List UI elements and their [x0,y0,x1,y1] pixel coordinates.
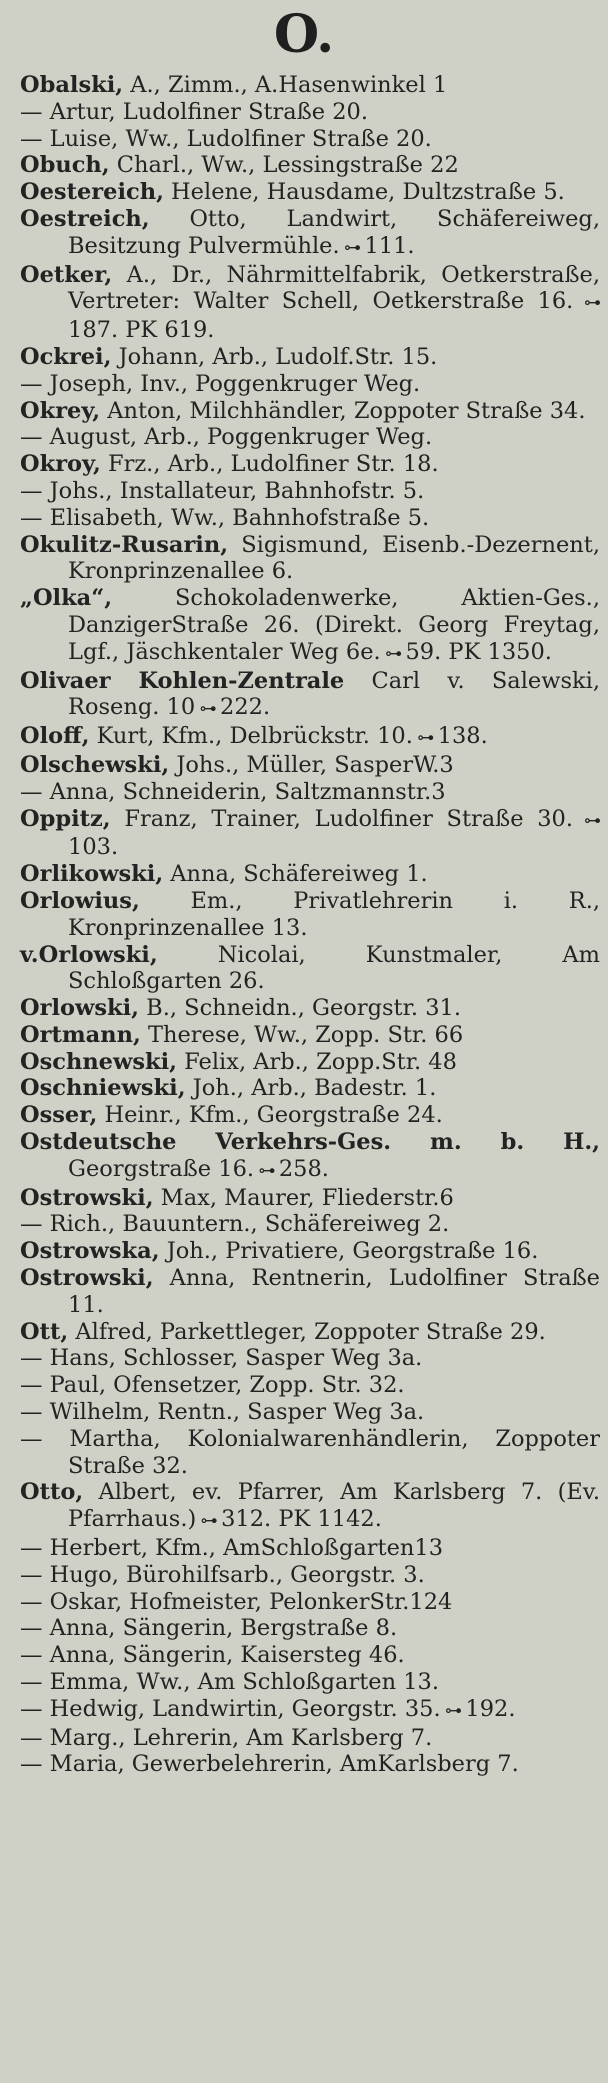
directory-entry [0,723,600,752]
entry-name: Oloff, [20,723,90,750]
directory-entry [0,861,600,888]
directory-entry [0,505,600,532]
directory-entry [0,888,600,942]
directory-entry [0,1426,600,1480]
directory-entry [0,478,600,505]
section-letter-heading: O. [273,4,335,65]
entry-name: Oschniewski, [20,1075,186,1102]
entry-details: — Wilhelm, Rentn., Sasper Weg 3a. [20,1399,425,1426]
entry-details: Joh., Arb., Badestr. 1. [185,1075,437,1102]
entry-details: — Luise, Ww., Ludolfiner Straße 20. [20,125,432,152]
entry-details: — Marg., Lehrerin, Am Karlsberg 7. [20,1724,433,1751]
directory-entry [0,1075,600,1102]
entry-name: Ortmann, [20,1021,141,1048]
entry-details: — Oskar, Hofmeister, PelonkerStr.124 [20,1588,453,1615]
directory-entry [0,152,600,179]
entry-details: — Maria, Gewerbelehrerin, AmKarlsberg 7. [20,1751,519,1778]
telephone-icon: ⊶ [196,1511,222,1532]
entry-details: — Anna, Sängerin, Kaisersteg 46. [20,1642,405,1669]
entry-name: Ostrowski, [20,1265,154,1292]
entry-name: Oestreich, [20,205,150,232]
entry-details: Johs., Müller, SasperW.3 [169,751,454,778]
directory-entry [0,585,600,667]
directory-entry [0,1589,600,1616]
directory-entry [0,398,600,425]
directory-entry [0,179,600,206]
directory-entry [0,371,600,398]
entry-name: Ostrowska, [20,1238,160,1265]
entry-details: Georgstraße 16. [68,1155,255,1182]
entry-name: Oppitz, [20,805,111,832]
entry-details: Therese, Ww., Zopp. Str. 66 [140,1021,464,1048]
telephone-icon: ⊶ [254,1160,279,1181]
entry-name: Orlowius, [20,887,140,914]
postal-account: PK 619. [118,317,215,344]
directory-entry [0,532,600,586]
telephone-number: 192. [465,1695,516,1722]
entry-details: Helene, Hausdame, Dultzstraße 5. [163,179,565,206]
entry-name: Ostrowski, [20,1184,154,1211]
telephone-icon: ⊶ [195,699,220,720]
telephone-number: 138. [437,723,488,750]
entry-name: Osser, [20,1102,98,1129]
entry-details: Franz, Trainer, Ludolfiner Straße 30. [110,805,574,832]
directory-entry [0,779,600,806]
entry-details: Max, Maurer, Fliederstr.6 [153,1184,454,1211]
telephone-icon: ⊶ [573,293,601,314]
directory-entry [0,1238,600,1265]
entry-name: Obalski, [20,72,124,98]
directory-entry [0,206,600,262]
entry-details: Otto, Landwirt, Schäfereiweg, Besitzung Pulvermühle. [68,205,600,259]
directory-entry [0,995,600,1022]
entry-name: Olschewski, [20,751,170,778]
entry-details: Em., Privatlehrerin i. R., Kronprinzenallee 13. [68,887,600,941]
entry-name: Ostdeutsche Verkehrs-Ges. m. b. H., [20,1129,600,1156]
telephone-number: 59. [405,638,442,665]
entry-details: B., Schneidn., Georgstr. 31. [139,995,461,1022]
telephone-number: 258. [278,1155,329,1182]
entry-name: Orlowski, [20,995,140,1022]
directory-entry [0,262,600,344]
directory-entry [0,1345,600,1372]
telephone-number: 111. [364,232,415,259]
entry-details: Schokoladenwerke, Aktien-Ges., DanzigerStraße 26. (Direkt. Georg Freytag, Lgf., Jäschkentaler Weg 6e. [68,585,600,665]
directory-entry [0,942,600,996]
entry-name: Ott, [20,1318,69,1345]
entry-details: — Hedwig, Landwirtin, Georgstr. 35. [20,1695,441,1722]
directory-entry [0,1265,600,1319]
entry-name: Oestereich, [20,179,164,206]
entry-name: v.Orlowski, [20,941,158,968]
telephone-number: 312. [221,1506,272,1533]
directory-entry [0,668,600,724]
directory-entry [0,1562,600,1589]
entry-name: Okroy, [20,451,101,478]
entry-details: Sigismund, Eisenb.-Dezernent, Kronprinzenallee 6. [68,531,600,585]
directory-entry [0,126,600,153]
entry-details: A., Zimm., A.Hasenwinkel 1 [123,72,448,98]
directory-entry [0,1129,600,1185]
directory-entry [0,1615,600,1642]
entry-name: Okrey, [20,397,101,424]
entry-details: — Rich., Bauuntern., Schäfereiweg 2. [20,1211,450,1238]
entry-details: A., Dr., Nährmittelfabrik, Oetkerstraße, Vertreter: Walter Schell, Oetkerstraße 16. [68,261,600,315]
telephone-icon: ⊶ [573,810,601,831]
telephone-number: 222. [220,694,271,721]
directory-entry [0,1725,600,1752]
entry-details: — Paul, Ofensetzer, Zopp. Str. 32. [20,1372,405,1399]
directory-entry [0,1049,600,1076]
entry-details: Anton, Milchhändler, Zoppoter Straße 34. [100,397,586,424]
entry-name: Oschnewski, [20,1048,178,1075]
entry-details: — Anna, Schneiderin, Saltzmannstr.3 [20,778,446,805]
directory-entry [0,1022,600,1049]
entry-name: Oetker, [20,261,113,288]
telephone-icon: ⊶ [412,728,438,749]
entry-details: — Hugo, Bürohilfsarb., Georgstr. 3. [20,1561,425,1588]
directory-entry [0,806,600,862]
directory-entry [0,1535,600,1562]
directory-entry [0,72,600,99]
entry-details: Nicolai, Kunstmaler, Am Schloßgarten 26. [68,941,600,995]
directory-entry [0,99,600,126]
entry-name: „Olka“, [20,585,113,612]
entry-details: Alfred, Parkettleger, Zoppoter Straße 29. [68,1318,546,1345]
postal-account: PK 1350. [441,638,552,665]
telephone-icon: ⊶ [380,643,406,664]
entry-details: — Martha, Kolonialwarenhändlerin, Zoppoter Straße 32. [20,1425,600,1479]
entry-details: — Artur, Ludolfiner Straße 20. [20,98,368,125]
entry-details: — Herbert, Kfm., AmSchloßgarten13 [20,1535,444,1562]
directory-entry [0,451,600,478]
entry-details: Carl v. Salewski, Roseng. 10 [68,667,601,721]
entry-details: — August, Arb., Poggenkruger Weg. [20,424,433,451]
directory-entry [0,1751,600,1778]
directory-entry [0,1669,600,1696]
entry-details: — Emma, Ww., Am Schloßgarten 13. [20,1669,440,1696]
entry-details: Kurt, Kfm., Delbrückstr. 10. [89,723,413,750]
entry-details: — Johs., Installateur, Bahnhofstr. 5. [20,477,425,504]
directory-entry [0,1319,600,1346]
directory-entries [0,72,600,1778]
directory-entry [0,752,600,779]
directory-entry [0,1696,600,1725]
entry-name: Okulitz-Rusarin, [20,531,229,558]
telephone-number: 103. [68,834,119,861]
entry-details: Charl., Ww., Lessingstraße 22 [109,152,459,179]
directory-entry [0,1372,600,1399]
entry-name: Orlikowski, [20,861,164,888]
entry-details: Anna, Schäfereiweg 1. [163,861,428,888]
directory-entry [0,1399,600,1426]
entry-details: — Anna, Sängerin, Bergstraße 8. [20,1615,398,1642]
directory-entry [0,1102,600,1129]
directory-entry [0,424,600,451]
entry-name: Olivaer Kohlen-Zentrale [20,667,345,694]
directory-entry [0,1642,600,1669]
entry-name: Otto, [20,1479,84,1506]
entry-details: Felix, Arb., Zopp.Str. 48 [177,1048,457,1075]
entry-details: Johann, Arb., Ludolf.Str. 15. [111,343,438,370]
entry-details: Joh., Privatiere, Georgstraße 16. [159,1238,539,1265]
entry-details: Albert, ev. Pfarrer, Am Karlsberg 7. (Ev. Pfarrhaus.) [68,1479,600,1533]
entry-details: Heinr., Kfm., Georgstraße 24. [97,1102,443,1129]
telephone-number: 187. [68,317,119,344]
postal-account: PK 1142. [271,1506,382,1533]
entry-details: — Elisabeth, Ww., Bahnhofstraße 5. [20,504,430,531]
directory-entry [0,344,600,371]
entry-details: — Joseph, Inv., Poggenkruger Weg. [20,370,421,397]
entry-name: Ockrei, [20,343,112,370]
entry-details: Anna, Rentnerin, Ludolfiner Straße 11. [68,1265,600,1318]
entry-details: — Hans, Schlosser, Sasper Weg 3a. [20,1345,423,1372]
telephone-icon: ⊶ [339,237,365,258]
telephone-icon: ⊶ [440,1700,466,1721]
directory-entry [0,1211,600,1238]
entry-details: Frz., Arb., Ludolfiner Str. 18. [100,451,439,478]
directory-entry [0,1479,600,1535]
entry-name: Obuch, [20,152,110,179]
directory-entry [0,1185,600,1212]
